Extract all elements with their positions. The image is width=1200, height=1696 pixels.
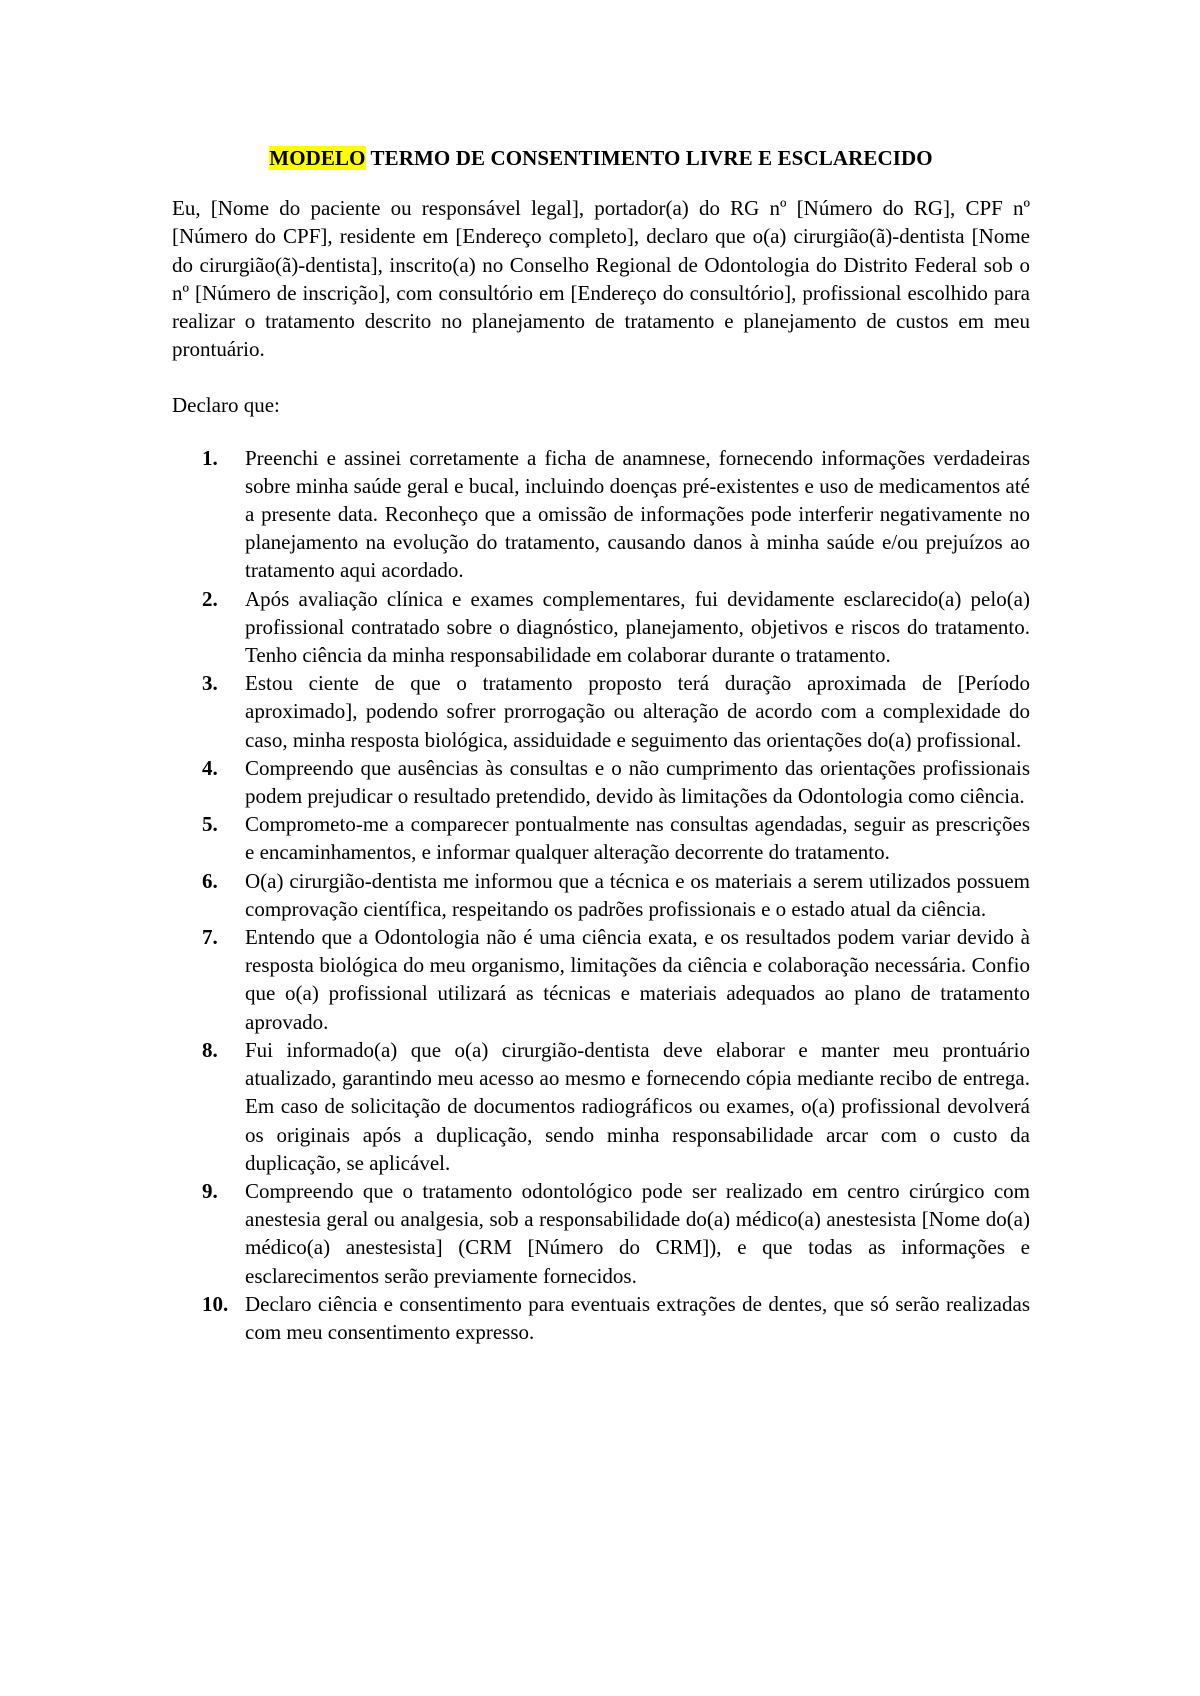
list-item (172, 1290, 1030, 1346)
item-text: Estou ciente de que o tratamento proposto terá duração aproximada de [Período aproximado], podendo sofrer prorrogação ou alteração de acordo com a complexidade do caso, minha resposta biológica, assiduidade e seguimento das orientações do(a) profissional. (245, 671, 1030, 752)
item-number: 1. (202, 445, 218, 470)
list-item (172, 444, 1030, 585)
list-item (172, 810, 1030, 866)
item-number: 9. (202, 1178, 218, 1203)
item-text: Declaro ciência e consentimento para eventuais extrações de dentes, que só serão realizadas com meu consentimento expresso. (245, 1291, 1030, 1344)
item-number: 8. (202, 1037, 218, 1062)
item-number: 7. (202, 925, 218, 950)
item-number: 6. (202, 868, 218, 893)
intro-paragraph: Eu, [Nome do paciente ou responsável legal], portador(a) do RG nº [Número do RG], CPF nº [Número do CPF], residente em [Endereço completo], declaro que o(a) cirurgião(ã)-dentista [Nome do cirurgião(ã)-dentista], inscrito(a) no Conselho Regional de Odontologia do Distrito Federal sob o nº [Número de inscrição], com consultório em [Endereço do consultório], profissional escolhido para realizar o tratamento descrito no planejamento de tratamento e planejamento de custos em meu prontuário. (172, 196, 1030, 362)
item-text: Comprometo-me a comparecer pontualmente nas consultas agendadas, seguir as prescrições e encaminhamentos, e informar qualquer alteração decorrente do tratamento. (245, 812, 1030, 865)
list-item (172, 585, 1030, 670)
declaration-list (172, 444, 1030, 1347)
item-text: O(a) cirurgião-dentista me informou que a técnica e os materiais a serem utilizados possuem comprovação científica, respeitando os padrões profissionais e o estado atual da ciência. (245, 868, 1030, 921)
item-text: Entendo que a Odontologia não é uma ciência exata, e os resultados podem variar devido à resposta biológica do meu organismo, limitações da ciência e colaboração necessária. Confio que o(a) profissional utilizará as técnicas e materiais adequados ao plano de tratamento aprovado. (245, 925, 1030, 1034)
item-number: 3. (202, 671, 218, 696)
list-item (172, 1177, 1030, 1290)
item-text: Compreendo que ausências às consultas e o não cumprimento das orientações profissionais podem prejudicar o resultado pretendido, devido às limitações da Odontologia como ciência. (245, 755, 1030, 809)
list-item (172, 754, 1030, 810)
item-number: 10. (202, 1291, 229, 1316)
declaro-label: Declaro que: (172, 393, 280, 418)
title-text: TERMO DE CONSENTIMENTO LIVRE E ESCLARECIDO (365, 146, 933, 170)
item-text: Após avaliação clínica e exames complementares, fui devidamente esclarecido(a) pelo(a) profissional contratado sobre o diagnóstico, planejamento, objetivos e riscos do tratamento. Tenho ciência da minha responsabilidade em colaborar durante o tratamento. (245, 586, 1030, 668)
list-item (172, 923, 1030, 1036)
item-text: Compreendo que o tratamento odontológico pode ser realizado em centro cirúrgico com anestesia geral ou analgesia, sob a responsabilidade do(a) médico(a) anestesista [Nome do(a) médico(a) anestesista] (CRM [Número do CRM]), e que todas as informações e esclarecimentos serão previamente fornecidos. (245, 1178, 1030, 1288)
document-page (172, 130, 1030, 1346)
list-item (172, 867, 1030, 923)
item-text: Fui informado(a) que o(a) cirurgião-dentista deve elaborar e manter meu prontuário atualizado, garantindo meu acesso ao mesmo e fornecendo cópia mediante recibo de entrega. Em caso de solicitação de documentos radiográficos ou exames, o(a) profissional devolverá os originais após a duplicação, sendo minha responsabilidade arcar com o custo da duplicação, se aplicável. (245, 1037, 1030, 1175)
item-number: 5. (202, 812, 218, 837)
list-item (172, 669, 1030, 754)
item-number: 4. (202, 755, 218, 780)
document-title (172, 144, 1030, 172)
title-highlight: MODELO (269, 146, 366, 170)
list-item (172, 1036, 1030, 1177)
item-text: Preenchi e assinei corretamente a ficha de anamnese, fornecendo informações verdadeiras sobre minha saúde geral e bucal, incluindo doenças pré-existentes e uso de medicamentos até a presente data. Reconheço que a omissão de informações pode interferir negativamente no planejamento na evolução do tratamento, causando danos à minha saúde e/ou prejuízos ao tratamento aqui acordado. (245, 445, 1030, 583)
item-number: 2. (202, 586, 218, 611)
